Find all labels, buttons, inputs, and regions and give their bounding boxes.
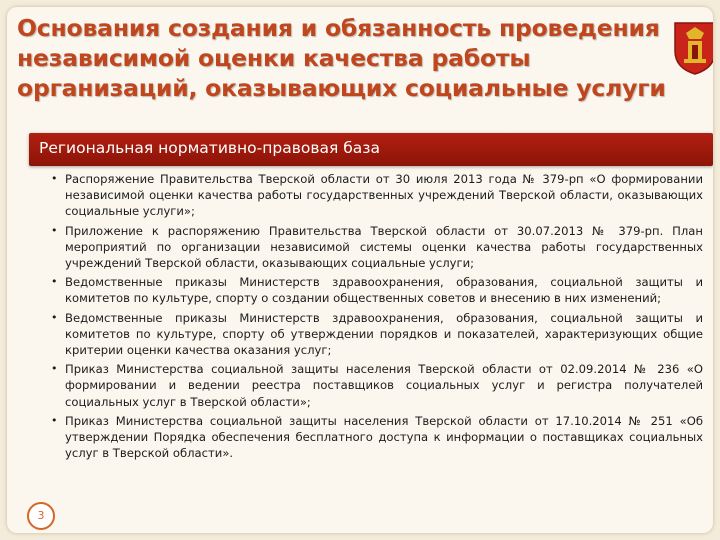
list-item-text: Ведомственные приказы Министерств здравоохранения, образования, социальной защиты и комитетов по культуре, спорту о создании общественных советов и внесению в них изменений; [65,275,703,306]
regulation-list [33,171,703,464]
list-item-text: Приложение к распоряжению Правительства Тверской области от 30.07.2013 № 379-рп. План мероприятий по организации независимой системы оценки качества работы государственных учреждений Тверской области, оказывающих социальные услуги; [65,223,703,271]
list-item-text: Распоряжение Правительства Тверской области от 30 июля 2013 года № 379-рп «О формировании независимой оценки качества работы государственных учреждений Тверской области, оказывающих социальные услуги»; [65,172,703,219]
section-header-bar [29,133,713,166]
list-item [33,274,703,306]
page-number: 3 [27,502,55,530]
list-item [33,361,703,410]
section-header: Региональная нормативно-правовая база [39,139,381,157]
list-item-text: Приказ Министерства социальной защиты населения Тверской области от 17.10.2014 № 251 «Об утверждении Порядка обеспечения бесплатного доступа к информации о поставщиках социальных услуг в Тверской области». [65,413,703,461]
bullet-icon: • [51,172,58,185]
list-item-text: Приказ Министерства социальной защиты населения Тверской области от 02.09.2014 № 236 «О формировании и ведении реестра поставщиков социальных услуг и регистра получателей социальных услуг в Тверской области»; [65,362,703,409]
list-item [33,413,703,462]
bullet-icon: • [51,413,58,427]
slide-title: Основания создания и обязанность проведения независимой оценки качества работы организаций, оказывающих социальные услуги [17,14,666,102]
list-item-text: Ведомственные приказы Министерств здравоохранения, образования, социальной защиты и комитетов по культуре, спорту об утверждении порядков и показателей, характеризующих общие критерии оценки качества оказания услуг; [65,310,703,358]
tver-coat-of-arms-icon [673,21,713,75]
bullet-icon: • [51,362,58,376]
bullet-icon: • [51,310,58,324]
list-item [33,171,703,220]
list-item [33,223,703,272]
slide-frame [7,7,713,533]
bullet-icon: • [51,275,58,289]
list-item [33,310,703,359]
bullet-icon: • [51,223,58,237]
